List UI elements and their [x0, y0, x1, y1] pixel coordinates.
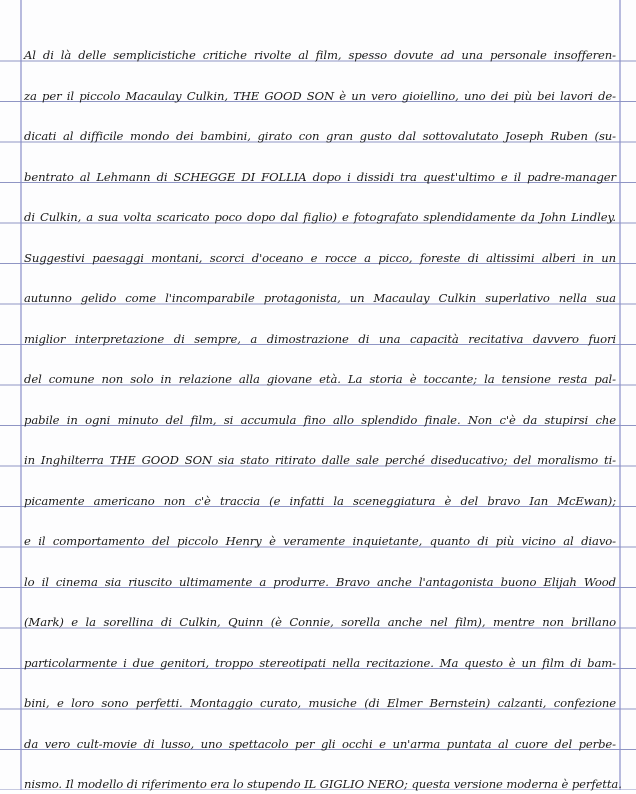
text-line: dicati al difficile mondo dei bambini, girato con gran gusto dal sottovalutato Joseph Ruben (su- — [24, 129, 616, 143]
text-line: (Mark) e la sorellina di Culkin, Quinn (è Connie, sorella anche nel film), mentre non brillano — [24, 615, 616, 629]
text-line: lo il cinema sia riuscito ultimamente a produrre. Bravo anche l'antagonista buono Elijah Wood — [24, 574, 616, 589]
text-line: nismo. Il modello di riferimento era lo stupendo IL GIGLIO NERO; questa versione moderna è perfetta. — [24, 777, 622, 791]
text-line: in Inghilterra THE GOOD SON sia stato ritirato dalle sale perché diseducativo; del moralismo ti- — [24, 453, 616, 467]
text-line: Suggestivi paesaggi montani, scorci d'oceano e rocce a picco, foreste di altissimi alberi in un — [24, 250, 616, 265]
text-line: bini, e loro sono perfetti. Montaggio curato, musiche (di Elmer Bernstein) calzanti, confezione — [24, 696, 616, 710]
text-line: del comune non solo in relazione alla giovane età. La storia è toccante; la tensione resta pal- — [24, 372, 616, 386]
text-line: miglior interpretazione di sempre, a dimostrazione di una capacità recitativa davvero fuori — [24, 331, 616, 346]
text-line: particolarmente i due genitori, troppo stereotipati nella recitazione. Ma questo è un film di bam- — [24, 655, 616, 670]
text-line: bentrato al Lehmann di SCHEGGE DI FOLLIA dopo i dissidi tra quest'ultimo e il padre-manager — [24, 169, 616, 184]
text-line: za per il piccolo Macaulay Culkin, THE GOOD SON è un vero gioiellino, uno dei più bei lavori de- — [24, 88, 616, 103]
text-line: pabile in ogni minuto del film, si accumula fino allo splendido finale. Non c'è da stupirsi che — [24, 412, 616, 427]
text-line: da vero cult-movie di lusso, uno spettacolo per gli occhi e un'arma puntata al cuore del perbe- — [24, 736, 616, 751]
text-line: autunno gelido come l'incomparabile protagonista, un Macaulay Culkin superlativo nella sua — [24, 291, 616, 305]
handwritten-text — [24, 0, 622, 791]
text-line: picamente americano non c'è traccia (e infatti la sceneggiatura è del bravo Ian McEwan); — [24, 493, 616, 508]
text-line: Al di là delle semplicistiche critiche rivolte al film, spesso dovute ad una personale insofferen- — [24, 48, 616, 62]
text-line: e il comportamento del piccolo Henry è veramente inquietante, quanto di più vicino al diavo- — [24, 534, 616, 548]
text-line: di Culkin, a sua volta scaricato poco dopo dal figlio) e fotografato splendidamente da John Lindley. — [24, 210, 616, 224]
